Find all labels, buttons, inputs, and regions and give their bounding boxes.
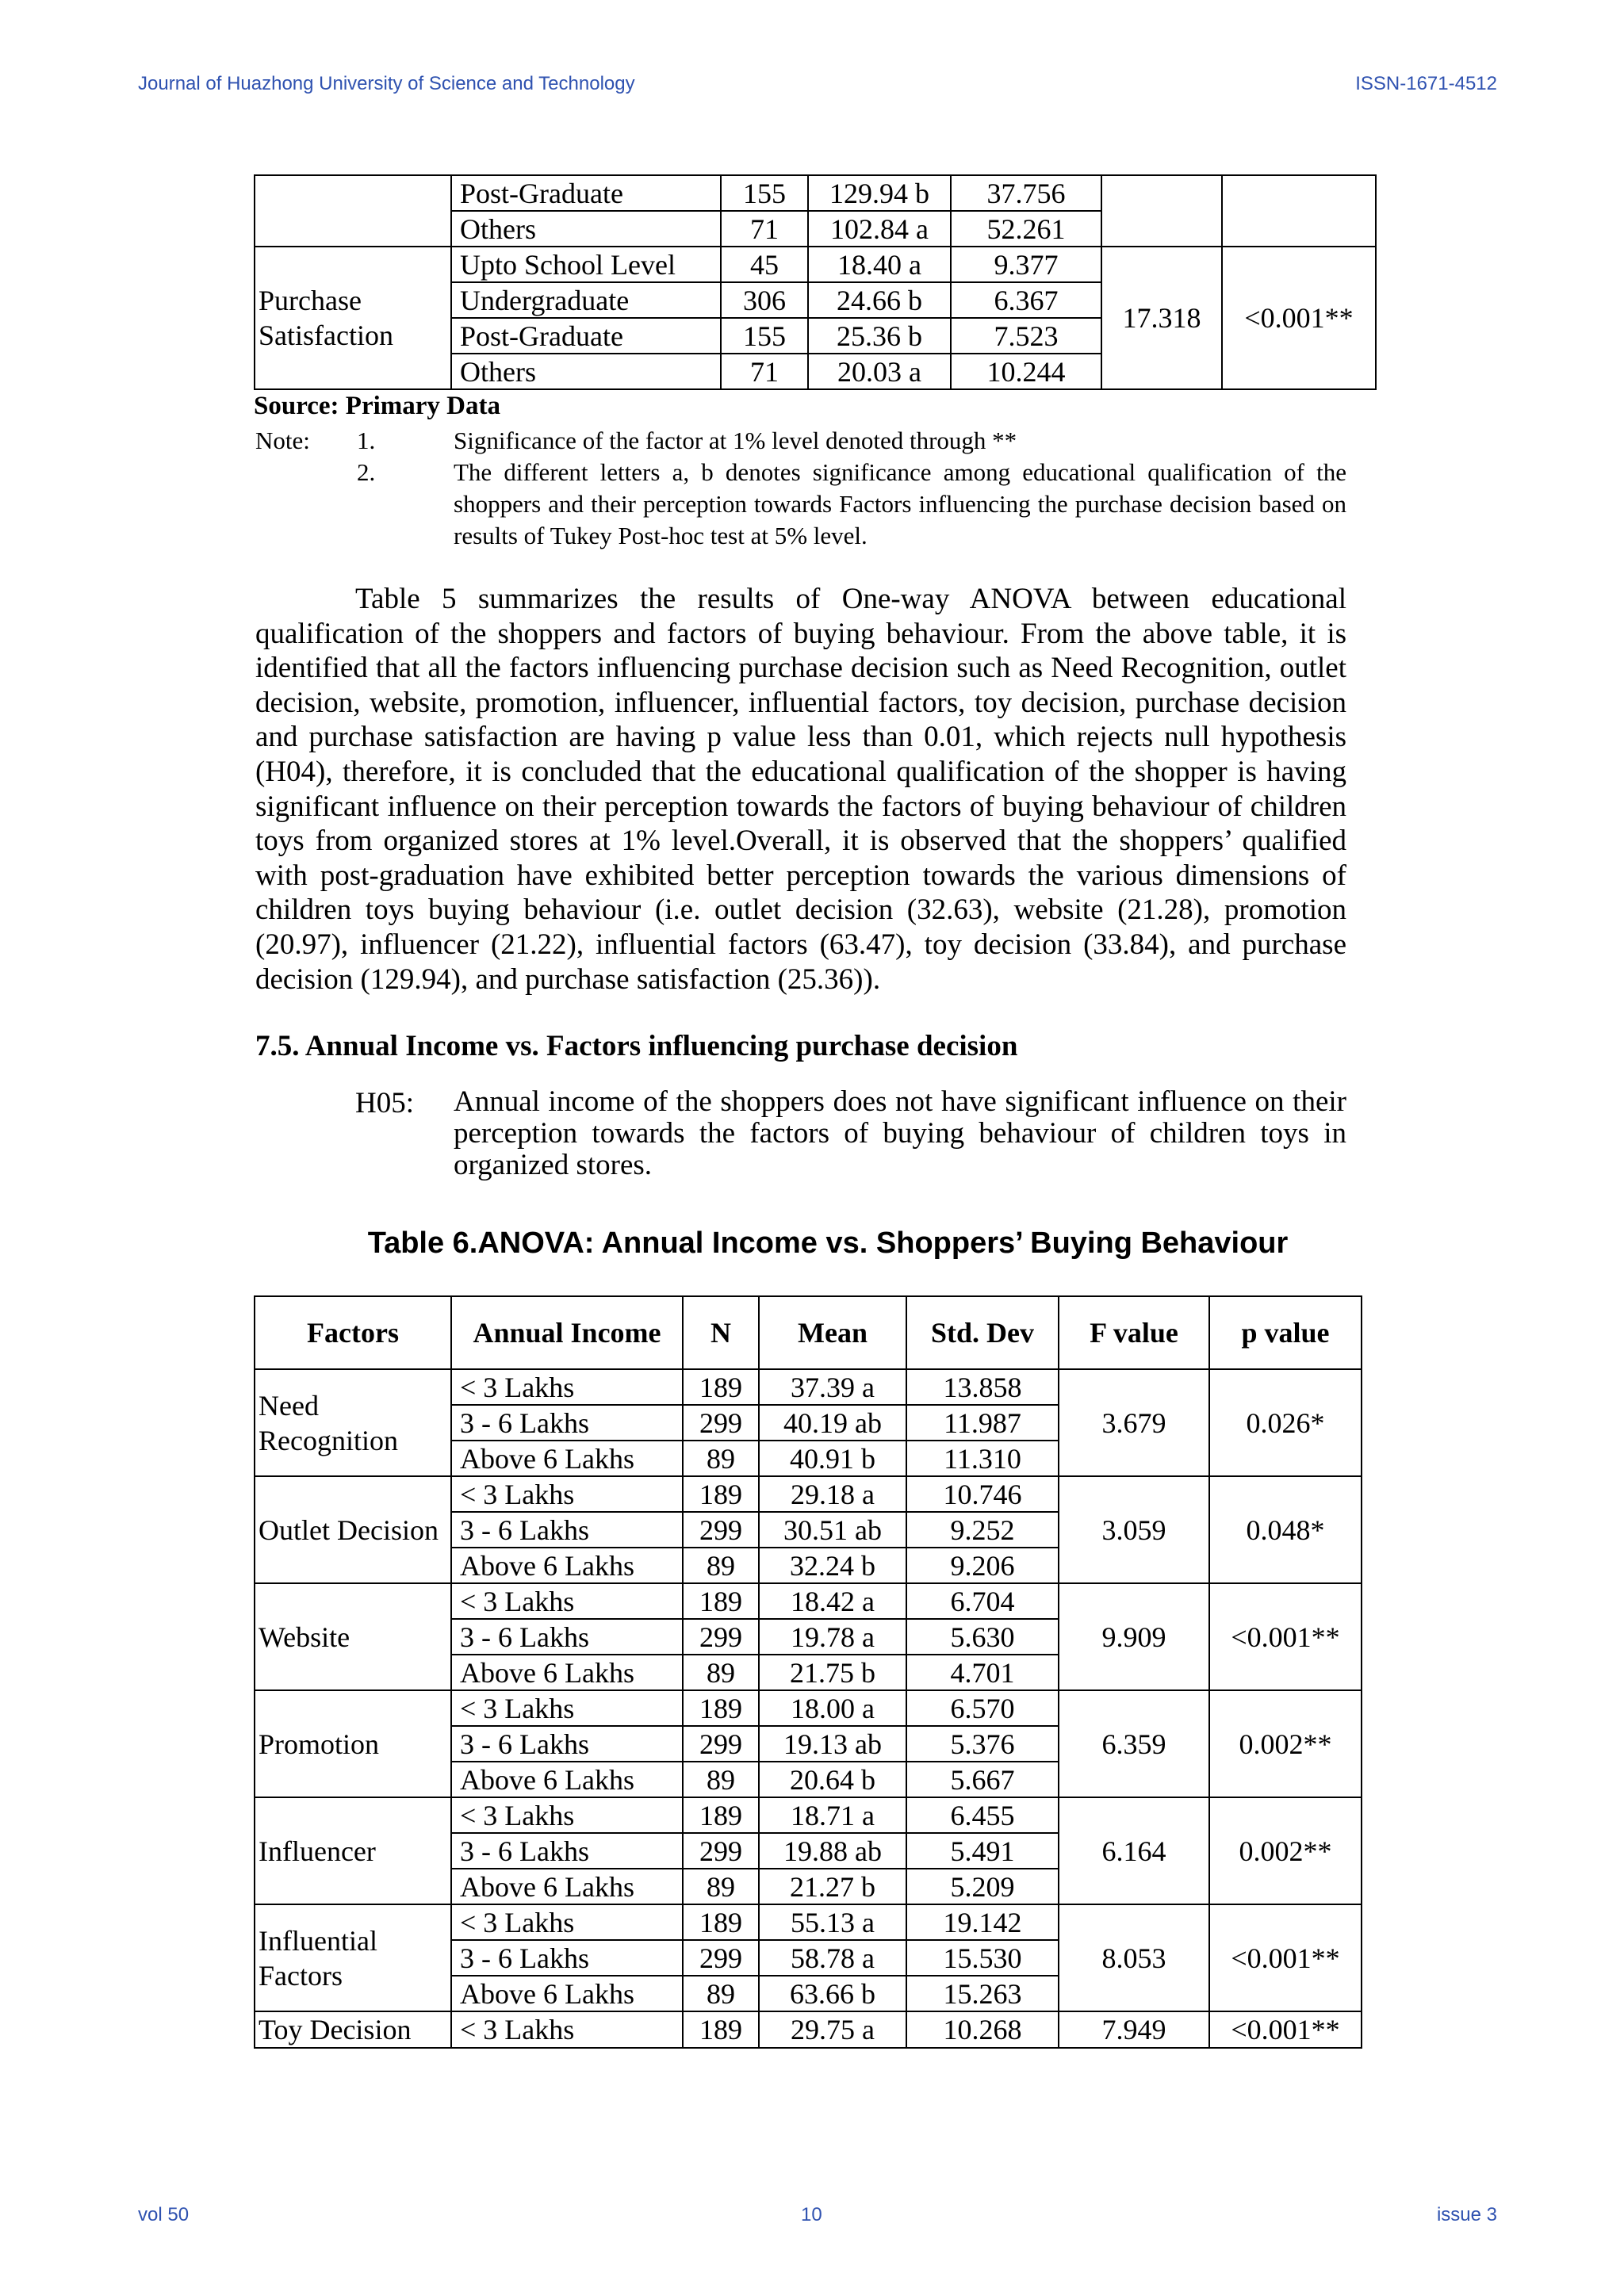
journal-title: Journal of Huazhong University of Science and Technology — [138, 73, 635, 94]
table-row — [255, 1583, 1362, 1619]
annual-income-cell: 3 - 6 Lakhs — [451, 1940, 683, 1976]
mean-cell: 19.78 a — [759, 1619, 906, 1655]
mean-cell: 20.64 b — [759, 1762, 906, 1797]
n-cell: 299 — [683, 1833, 759, 1869]
n-cell: 189 — [683, 1690, 759, 1726]
factor-cell: Website — [255, 1583, 451, 1690]
annual-income-cell: Above 6 Lakhs — [451, 1548, 683, 1583]
factor-cell: Outlet Decision — [255, 1476, 451, 1583]
mean-cell: 24.66 b — [808, 282, 951, 318]
mean-cell: 63.66 b — [759, 1976, 906, 2011]
n-cell: 71 — [721, 354, 808, 389]
n-cell: 189 — [683, 1583, 759, 1619]
std-dev-cell: 52.261 — [951, 211, 1101, 247]
mean-cell: 30.51 ab — [759, 1512, 906, 1548]
col-header-annual-income: Annual Income — [451, 1296, 683, 1369]
n-cell: 306 — [721, 282, 808, 318]
n-cell: 299 — [683, 1512, 759, 1548]
f-value-cell: 6.359 — [1059, 1690, 1209, 1797]
footer-page-number: 10 — [801, 2204, 822, 2225]
mean-cell: 29.75 a — [759, 2011, 906, 2048]
p-value-cell: 0.048* — [1209, 1476, 1362, 1583]
p-value-cell: 0.026* — [1209, 1369, 1362, 1476]
std-dev-cell: 5.667 — [906, 1762, 1059, 1797]
hypothesis-text: Annual income of the shoppers does not have significant influence on their perception towards the factors of buying behaviour of children toys in organized stores. — [454, 1085, 1346, 1181]
mean-cell: 129.94 b — [808, 175, 951, 211]
f-value-cell: 3.679 — [1059, 1369, 1209, 1476]
table-row — [255, 1904, 1362, 1940]
annual-income-cell: < 3 Lakhs — [451, 1369, 683, 1405]
mean-cell: 40.91 b — [759, 1441, 906, 1476]
col-header-mean: Mean — [759, 1296, 906, 1369]
mean-cell: 58.78 a — [759, 1940, 906, 1976]
education-level-cell: Post-Graduate — [451, 318, 721, 354]
col-header-f-value: F value — [1059, 1296, 1209, 1369]
table6-header-row — [255, 1296, 1362, 1369]
std-dev-cell: 10.268 — [906, 2011, 1059, 2048]
annual-income-cell: Above 6 Lakhs — [451, 1762, 683, 1797]
annual-income-cell: Above 6 Lakhs — [451, 1655, 683, 1690]
std-dev-cell: 15.263 — [906, 1976, 1059, 2011]
f-value-cell: 9.909 — [1059, 1583, 1209, 1690]
mean-cell: 21.75 b — [759, 1655, 906, 1690]
table6-anova — [254, 1295, 1362, 2049]
factor-cell: Purchase Satisfaction — [255, 247, 451, 389]
n-cell: 89 — [683, 1762, 759, 1797]
std-dev-cell: 11.310 — [906, 1441, 1059, 1476]
mean-cell: 40.19 ab — [759, 1405, 906, 1441]
mean-cell: 18.71 a — [759, 1797, 906, 1833]
f-value-cell: 17.318 — [1101, 247, 1222, 389]
annual-income-cell: 3 - 6 Lakhs — [451, 1833, 683, 1869]
mean-cell: 37.39 a — [759, 1369, 906, 1405]
col-header-n: N — [683, 1296, 759, 1369]
factor-cell: Influencer — [255, 1797, 451, 1904]
table5-continuation — [254, 174, 1377, 390]
std-dev-cell: 5.491 — [906, 1833, 1059, 1869]
n-cell: 189 — [683, 1476, 759, 1512]
factor-cell: Influential Factors — [255, 1904, 451, 2011]
education-level-cell: Undergraduate — [451, 282, 721, 318]
n-cell: 189 — [683, 1904, 759, 1940]
mean-cell: 25.36 b — [808, 318, 951, 354]
footer-issue: issue 3 — [1436, 2204, 1497, 2225]
education-level-cell: Others — [451, 211, 721, 247]
hypothesis-label: H05: — [355, 1087, 414, 1119]
note2-text: The different letters a, b denotes significance among educational qualification of the shoppers and their perception towards Factors influencing the purchase decision based on results of Tukey Post-hoc test at 5% level. — [454, 458, 1346, 549]
std-dev-cell: 5.209 — [906, 1869, 1059, 1904]
n-cell: 89 — [683, 1976, 759, 2011]
std-dev-cell: 9.206 — [906, 1548, 1059, 1583]
mean-cell: 20.03 a — [808, 354, 951, 389]
annual-income-cell: 3 - 6 Lakhs — [451, 1405, 683, 1441]
std-dev-cell: 6.455 — [906, 1797, 1059, 1833]
mean-cell: 18.00 a — [759, 1690, 906, 1726]
p-value-cell: <0.001** — [1209, 1904, 1362, 2011]
annual-income-cell: Above 6 Lakhs — [451, 1976, 683, 2011]
std-dev-cell: 13.858 — [906, 1369, 1059, 1405]
annual-income-cell: 3 - 6 Lakhs — [451, 1726, 683, 1762]
education-level-cell: Post-Graduate — [451, 175, 721, 211]
std-dev-cell: 4.701 — [906, 1655, 1059, 1690]
f-value-cell: 3.059 — [1059, 1476, 1209, 1583]
mean-cell: 19.13 ab — [759, 1726, 906, 1762]
annual-income-cell: 3 - 6 Lakhs — [451, 1512, 683, 1548]
mean-cell: 18.40 a — [808, 247, 951, 282]
std-dev-cell: 10.244 — [951, 354, 1101, 389]
f-value-cell: 7.949 — [1059, 2011, 1209, 2048]
p-value-cell: <0.001** — [1222, 247, 1376, 389]
n-cell: 89 — [683, 1655, 759, 1690]
mean-cell: 55.13 a — [759, 1904, 906, 1940]
table-row — [255, 1690, 1362, 1726]
n-cell: 189 — [683, 1797, 759, 1833]
std-dev-cell: 6.704 — [906, 1583, 1059, 1619]
education-level-cell: Others — [451, 354, 721, 389]
annual-income-cell: 3 - 6 Lakhs — [451, 1619, 683, 1655]
n-cell: 189 — [683, 1369, 759, 1405]
col-header-factors: Factors — [255, 1296, 451, 1369]
n-cell: 89 — [683, 1548, 759, 1583]
section-heading: 7.5. Annual Income vs. Factors influencing purchase decision — [255, 1030, 1018, 1062]
table-row — [255, 1369, 1362, 1405]
annual-income-cell: < 3 Lakhs — [451, 2011, 683, 2048]
education-level-cell: Upto School Level — [451, 247, 721, 282]
n-cell: 89 — [683, 1441, 759, 1476]
f-value-cell: 8.053 — [1059, 1904, 1209, 2011]
std-dev-cell: 5.376 — [906, 1726, 1059, 1762]
p-value-cell: 0.002** — [1209, 1690, 1362, 1797]
n-cell: 45 — [721, 247, 808, 282]
n-cell: 189 — [683, 2011, 759, 2048]
n-cell: 299 — [683, 1940, 759, 1976]
std-dev-cell: 19.142 — [906, 1904, 1059, 1940]
annual-income-cell: Above 6 Lakhs — [451, 1869, 683, 1904]
note-label: Note: — [255, 427, 310, 454]
n-cell: 155 — [721, 318, 808, 354]
annual-income-cell: Above 6 Lakhs — [451, 1441, 683, 1476]
std-dev-cell: 10.746 — [906, 1476, 1059, 1512]
col-header-p-value: p value — [1209, 1296, 1362, 1369]
n-cell: 299 — [683, 1619, 759, 1655]
annual-income-cell: < 3 Lakhs — [451, 1797, 683, 1833]
p-value-cell — [1222, 175, 1376, 247]
footer-volume: vol 50 — [138, 2204, 190, 2225]
table6-caption: Table 6.ANOVA: Annual Income vs. Shoppers’ Buying Behaviour — [367, 1226, 1289, 1260]
note2-number: 2. — [357, 458, 376, 486]
std-dev-cell: 9.252 — [906, 1512, 1059, 1548]
p-value-cell: <0.001** — [1209, 1583, 1362, 1690]
n-cell: 299 — [683, 1405, 759, 1441]
col-header-std-dev: Std. Dev — [906, 1296, 1059, 1369]
annual-income-cell: < 3 Lakhs — [451, 1690, 683, 1726]
annual-income-cell: < 3 Lakhs — [451, 1583, 683, 1619]
body-paragraph: Table 5 summarizes the results of One-way ANOVA between educational qualification of the shoppers and factors of buying behaviour. From the above table, it is identified that all the factors influencing purchase decision such as Need Recognition, outlet decision, website, promotion, influencer, influential factors, toy decision, purchase decision and purchase satisfaction are having p value less than 0.01, which rejects null hypothesis (H04), therefore, it is concluded that the educational qualification of the shopper is having significant influence on their perception towards the factors of buying behaviour of children toys from organized stores at 1% level.Overall, it is observed that the shoppers’ qualified with post-graduation have exhibited better perception towards the various dimensions of children toys buying behaviour (i.e. outlet decision (32.63), website (21.28), promotion (20.97), influencer (21.22), influential factors (63.47), toy decision (33.84), and purchase decision (129.94), and purchase satisfaction (25.36)). — [255, 583, 1346, 996]
table-row — [255, 175, 1376, 211]
p-value-cell: 0.002** — [1209, 1797, 1362, 1904]
mean-cell: 29.18 a — [759, 1476, 906, 1512]
factor-cell — [255, 175, 451, 247]
f-value-cell — [1101, 175, 1222, 247]
n-cell: 71 — [721, 211, 808, 247]
std-dev-cell: 9.377 — [951, 247, 1101, 282]
table5-source: Source: Primary Data — [254, 392, 500, 420]
std-dev-cell: 6.367 — [951, 282, 1101, 318]
p-value-cell: <0.001** — [1209, 2011, 1362, 2048]
mean-cell: 18.42 a — [759, 1583, 906, 1619]
mean-cell: 32.24 b — [759, 1548, 906, 1583]
std-dev-cell: 15.530 — [906, 1940, 1059, 1976]
std-dev-cell: 37.756 — [951, 175, 1101, 211]
n-cell: 89 — [683, 1869, 759, 1904]
note1-text: Significance of the factor at 1% level denoted through ** — [454, 427, 1017, 454]
annual-income-cell: < 3 Lakhs — [451, 1476, 683, 1512]
table-row — [255, 2011, 1362, 2048]
std-dev-cell: 11.987 — [906, 1405, 1059, 1441]
factor-cell: Need Recognition — [255, 1369, 451, 1476]
mean-cell: 21.27 b — [759, 1869, 906, 1904]
factor-cell: Toy Decision — [255, 2011, 451, 2048]
f-value-cell: 6.164 — [1059, 1797, 1209, 1904]
std-dev-cell: 5.630 — [906, 1619, 1059, 1655]
n-cell: 299 — [683, 1726, 759, 1762]
table-row — [255, 247, 1376, 282]
table-row — [255, 1476, 1362, 1512]
table-row — [255, 1797, 1362, 1833]
note1-number: 1. — [357, 427, 376, 454]
mean-cell: 19.88 ab — [759, 1833, 906, 1869]
issn: ISSN-1671-4512 — [1355, 73, 1497, 94]
annual-income-cell: < 3 Lakhs — [451, 1904, 683, 1940]
factor-cell: Promotion — [255, 1690, 451, 1797]
mean-cell: 102.84 a — [808, 211, 951, 247]
n-cell: 155 — [721, 175, 808, 211]
std-dev-cell: 6.570 — [906, 1690, 1059, 1726]
std-dev-cell: 7.523 — [951, 318, 1101, 354]
